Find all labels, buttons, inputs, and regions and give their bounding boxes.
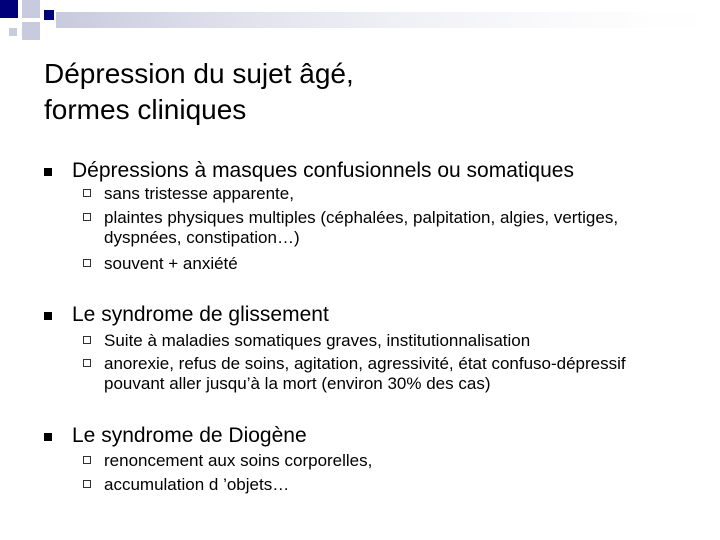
- hollow-square-bullet-icon: [83, 336, 91, 344]
- deco-square-tiny: [9, 28, 17, 36]
- list-item: souvent + anxiété: [104, 254, 238, 273]
- hollow-square-bullet-icon: [83, 456, 91, 464]
- header-band: [56, 12, 720, 28]
- hollow-square-bullet-icon: [83, 213, 91, 221]
- square-bullet-icon: [44, 312, 52, 320]
- section-heading: Le syndrome de glissement: [72, 303, 329, 326]
- square-bullet-icon: [44, 433, 52, 441]
- title-line-1: Dépression du sujet âgé,: [44, 58, 354, 89]
- list-item: renoncement aux soins corporelles,: [104, 451, 373, 470]
- section-heading: Dépressions à masques confusionnels ou somatiques: [72, 159, 574, 182]
- deco-square-small: [44, 10, 54, 20]
- section-heading: Le syndrome de Diogène: [72, 424, 307, 447]
- list-item: Suite à maladies somatiques graves, institutionnalisation: [104, 331, 531, 350]
- list-item: plaintes physiques multiples (céphalées, palpitation, algies, vertiges, dyspnées, constipation…): [104, 208, 619, 247]
- hollow-square-bullet-icon: [83, 189, 91, 197]
- slide-title: [44, 56, 684, 128]
- title-line-2: formes cliniques: [44, 94, 247, 125]
- deco-square-light: [22, 22, 40, 40]
- hollow-square-bullet-icon: [83, 480, 91, 488]
- hollow-square-bullet-icon: [83, 359, 91, 367]
- deco-square-light: [22, 0, 40, 18]
- list-item: accumulation d ’objets…: [104, 475, 290, 494]
- deco-square-dark: [0, 0, 18, 18]
- square-bullet-icon: [44, 168, 52, 176]
- list-item: sans tristesse apparente,: [104, 184, 294, 203]
- header-decoration: [0, 0, 720, 50]
- list-item: anorexie, refus de soins, agitation, agressivité, état confuso-dépressif pouvant aller jusqu’à la mort (environ 30% des cas): [104, 354, 626, 393]
- hollow-square-bullet-icon: [83, 259, 91, 267]
